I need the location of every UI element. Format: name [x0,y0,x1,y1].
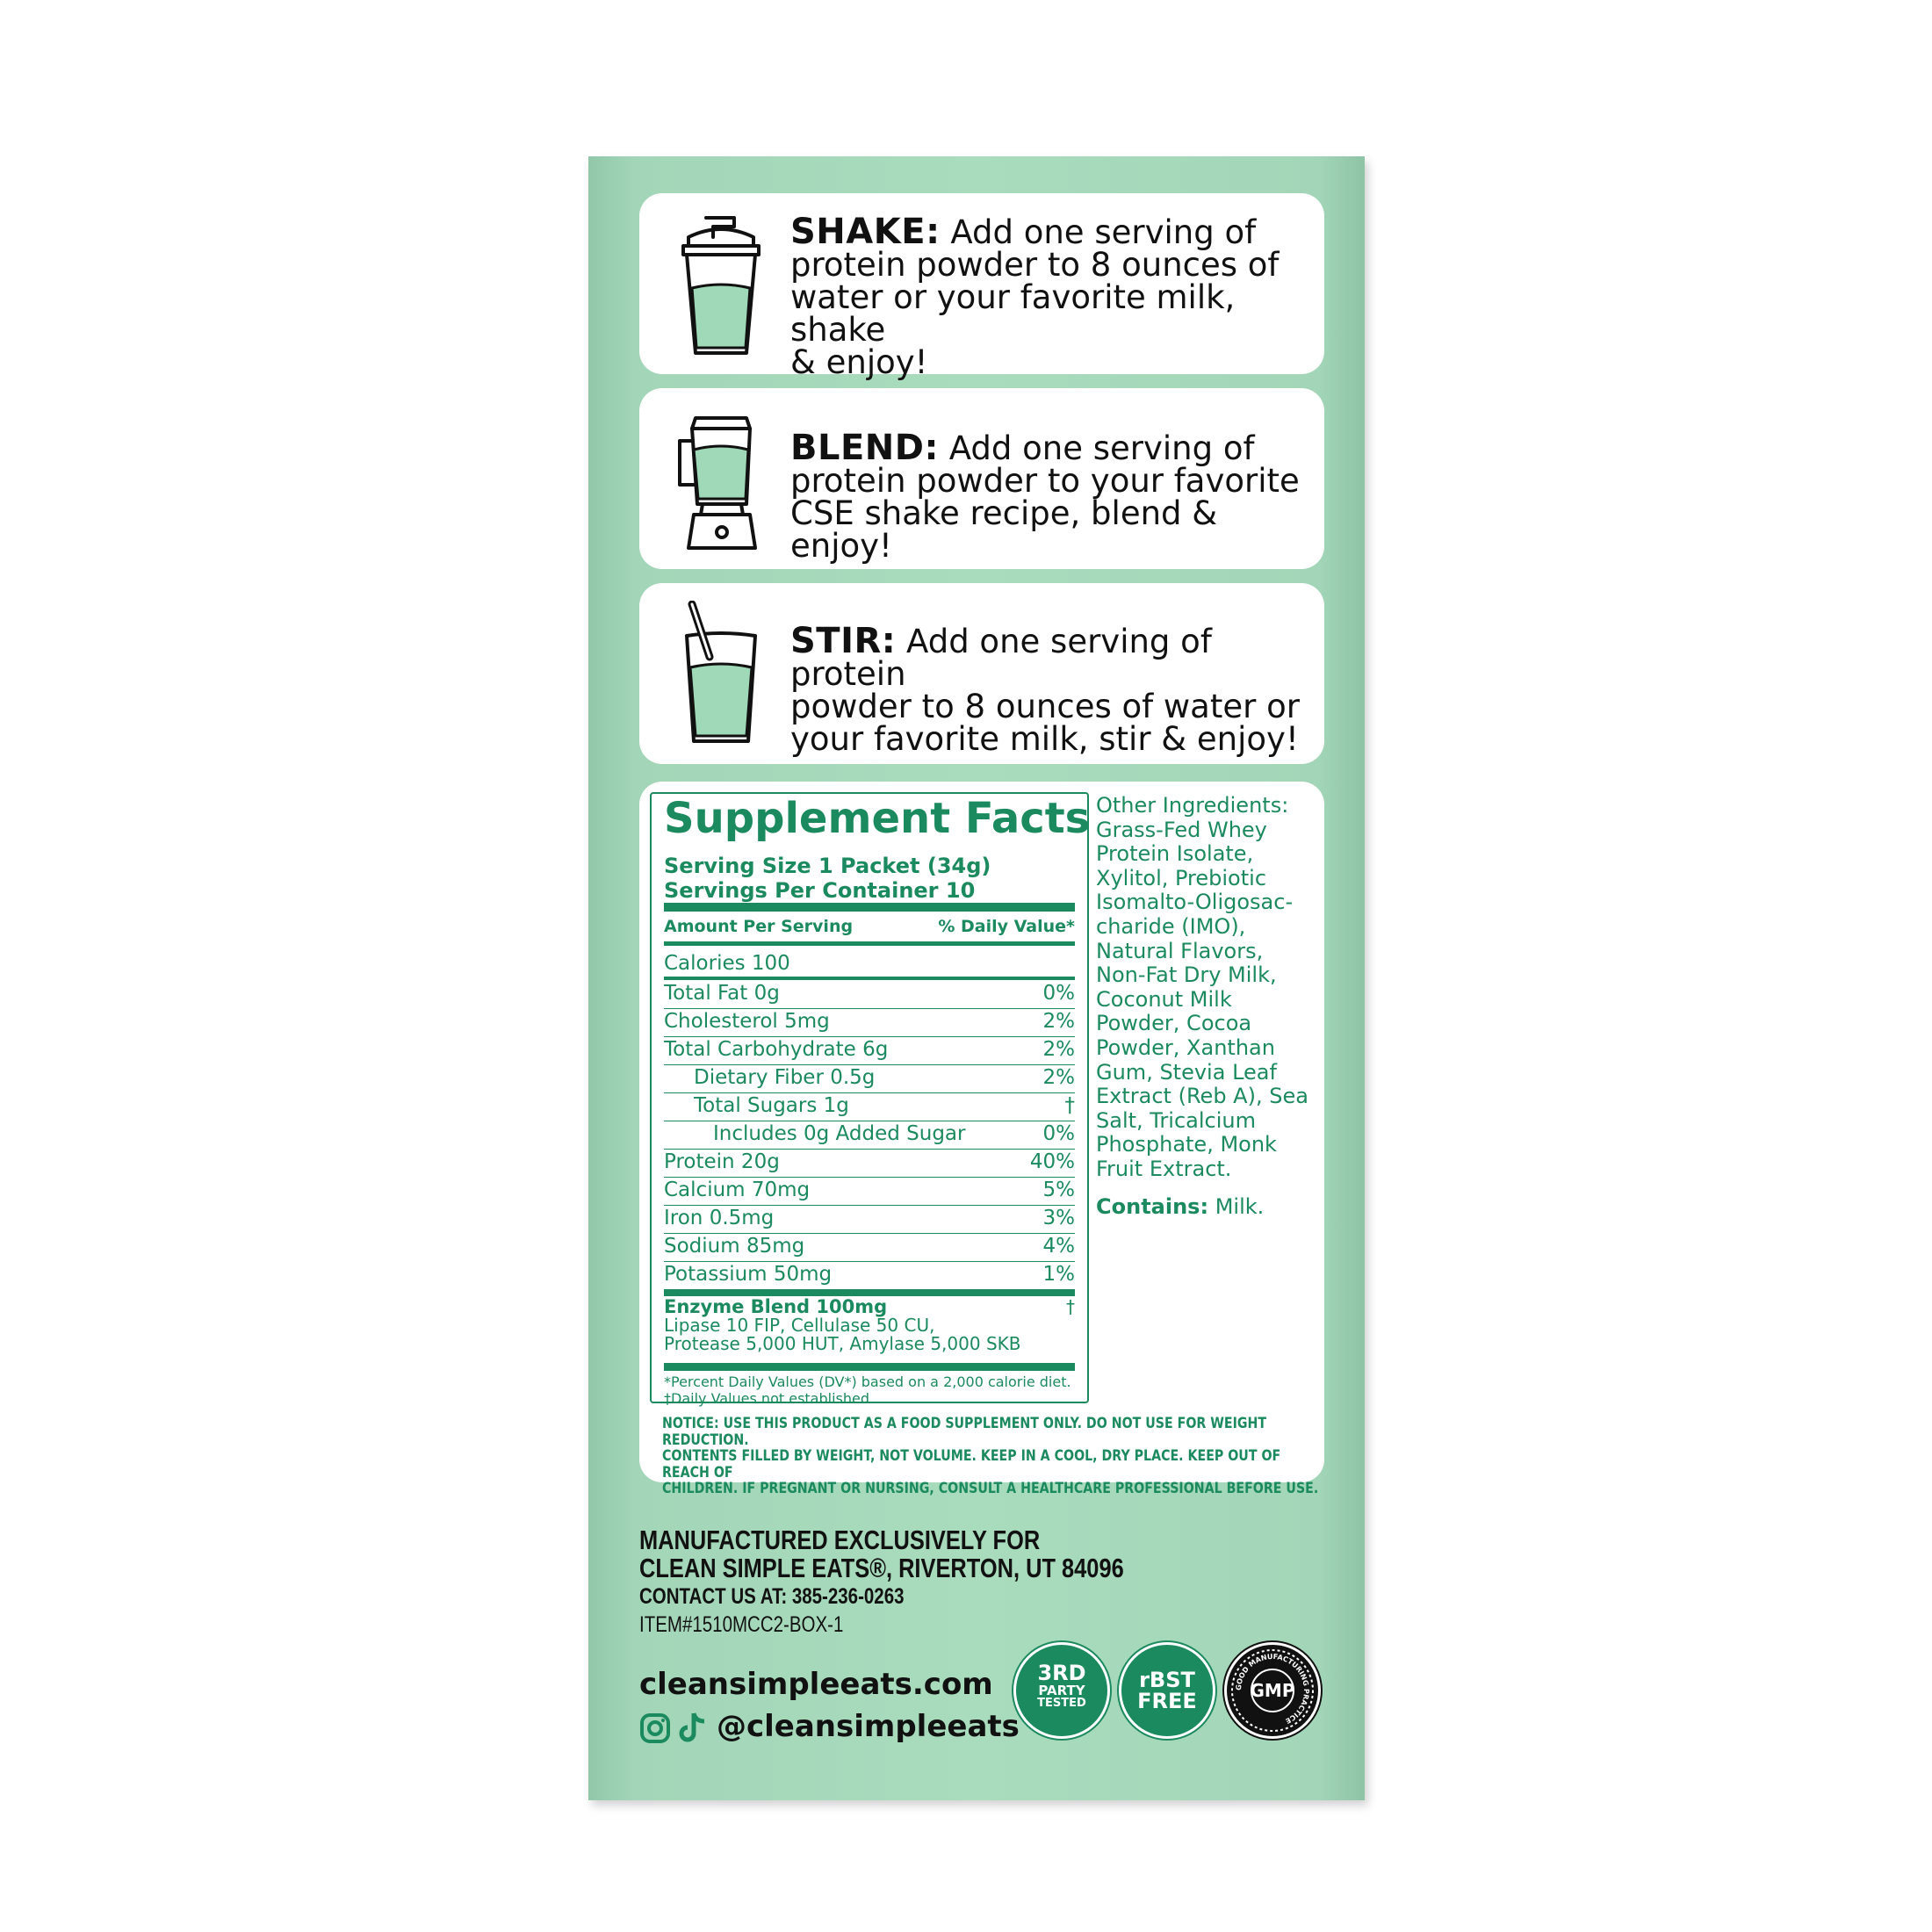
shake-title: SHAKE: [790,212,941,252]
table-row: Protein 20g 40% [664,1149,1075,1178]
footer-divider [664,1363,1075,1371]
instagram-icon[interactable] [639,1712,671,1744]
other-ingredients: Other Ingredients: Grass-Fed Whey Protein Isolate, Xylitol, Prebiotic Isomalto-Oligosac- charide (IMO), Natural Flavors, Non-Fat Dry Milk, Coconut Milk Powder, Cocoa Powder, Xanthan Gum, Stevia Leaf Extract (Reb A), Sea Salt, Tricalcium Phosphate, Monk Fruit Extract. [1096,793,1308,1181]
supplement-facts-table [650,792,1091,1407]
table-row: Total Fat 0g 0% [664,980,1075,1009]
amount-header-row: Amount Per Serving % Daily Value* [664,917,1075,936]
blend-title: BLEND: [790,428,939,468]
enzyme-blend: Enzyme Blend 100mg † Lipase 10 FIP, Cellulase 50 CU, Protease 5,000 HUT, Amylase 5,000 SKB [664,1296,1075,1354]
notice-text: NOTICE: USE THIS PRODUCT AS A FOOD SUPPLEMENT ONLY. DO NOT USE FOR WEIGHT REDUCTION. CONTENTS FILLED BY WEIGHT, NOT VOLUME. KEEP IN A COOL, DRY PLACE. KEEP OUT OF REACH OF CHILDREN. IF PREGNANT OR NURSING, CONSULT A HEALTHCARE PROFESSIONAL BEFORE USE. [662,1415,1319,1496]
table-row: Dietary Fiber 0.5g 2% [664,1064,1075,1093]
table-row: Cholesterol 5mg 2% [664,1008,1075,1037]
serving-size: Serving Size 1 Packet (34g) [664,854,991,878]
thick-divider [664,903,1075,912]
blender-icon [673,406,769,555]
product-panel [588,156,1365,1800]
calories-row: Calories 100 [664,952,790,975]
glass-with-straw-icon [673,601,769,750]
website-link[interactable]: cleansimpleeats.com [639,1667,993,1702]
facts-title: Supplement Facts [664,794,1091,843]
medium-divider [664,941,1075,946]
social-handle[interactable]: @cleansimpleeats [717,1709,1020,1744]
third-party-tested-badge: 3RD PARTY TESTED [1013,1642,1110,1739]
stir-instruction-card [639,583,1324,764]
shake-instruction-card [639,193,1324,381]
table-row: Includes 0g Added Sugar 0% [664,1121,1075,1150]
table-row: Iron 0.5mg 3% [664,1205,1075,1234]
table-row: Potassium 50mg 1% [664,1263,1075,1286]
allergen-contains: Contains: Milk. [1096,1194,1265,1219]
gmp-badge: GOOD MANUFACTURING PRACTICE GMP [1224,1642,1321,1739]
supplement-facts-card [639,782,1324,1496]
stir-instruction-text: STIR: Add one serving of protein powder to 8 ounces of water or your favorite milk, stir & enjoy! [790,621,1300,758]
table-row: Total Sugars 1g † [664,1092,1075,1121]
servings-per-container: Servings Per Container 10 [664,878,976,903]
table-row: Calcium 70mg 5% [664,1177,1075,1206]
table-row: Sodium 85mg 4% [664,1233,1075,1262]
table-row: Total Carbohydrate 6g 2% [664,1036,1075,1065]
svg-text:GOOD MANUFACTURING PRACTICE: GOOD MANUFACTURING PRACTICE [1234,1652,1311,1726]
manufacturer-info: MANUFACTURED EXCLUSIVELY FOR CLEAN SIMPLE EATS®, RIVERTON, UT 84096 CONTACT US AT: 385-236-0263 ITEM#1510MCC2-BOX-1 [639,1525,1124,1637]
facts-footnote: *Percent Daily Values (DV*) based on a 2,000 calorie diet. †Daily Values not established. [664,1373,1071,1407]
stir-title: STIR: [790,621,897,661]
blend-instruction-text: BLEND: Add one serving of protein powder to your favorite CSE shake recipe, blend & enjoy! [790,428,1300,565]
enzyme-divider [664,1289,1075,1296]
shake-instruction-text: SHAKE: Add one serving of protein powder to 8 ounces of water or your favorite milk, shake & enjoy! [790,212,1280,381]
shaker-cup-icon [673,211,769,360]
blend-instruction-card [639,388,1324,569]
tiktok-icon[interactable] [678,1711,708,1744]
rbst-free-badge: rBST FREE [1119,1642,1215,1739]
